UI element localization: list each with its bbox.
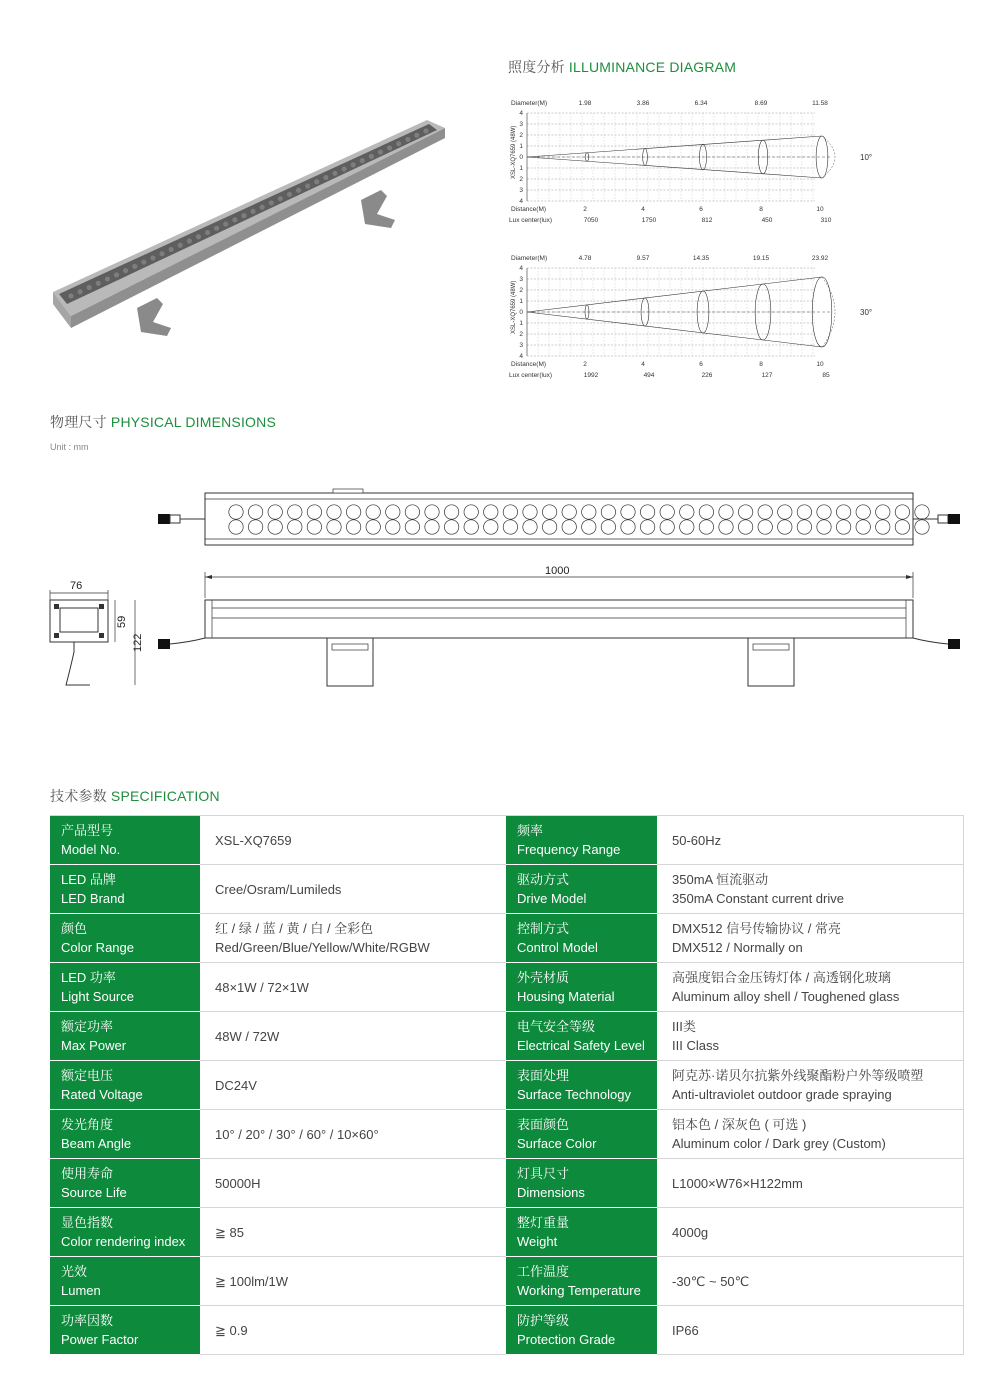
distance-value: 10: [816, 361, 824, 368]
beam-angle-label: 30°: [860, 308, 873, 317]
diameter-value: 19.15: [752, 255, 770, 262]
table-row: [50, 1061, 963, 1110]
lux-label: Lux center(lux): [509, 217, 552, 224]
spec-key-line2: Light Source: [61, 989, 134, 1004]
y-tick: 4: [519, 110, 523, 117]
diameter-value: 14.35: [692, 255, 710, 262]
spec-value: [200, 1208, 506, 1257]
lux-label: Lux center(lux): [509, 372, 552, 379]
spec-key-line2: Control Model: [517, 940, 598, 955]
spec-key-line2: Lumen: [61, 1283, 101, 1298]
spec-table: [50, 815, 964, 1355]
spec-key-line2: Protection Grade: [517, 1332, 616, 1347]
spec-key: [506, 1061, 657, 1110]
dimension-drawing: [40, 480, 980, 700]
diagram-side-label: XSL-XQ7659 (48W): [511, 125, 517, 179]
spec-key: [50, 1110, 200, 1159]
spec-key-line1: 频率: [517, 823, 544, 838]
y-tick: 1: [519, 320, 523, 327]
y-tick: 1: [519, 298, 523, 305]
spec-key: [506, 914, 657, 963]
spec-value-line1: 10° / 20° / 30° / 60° / 10×60°: [215, 1126, 379, 1142]
spec-key-line2: Model No.: [61, 842, 121, 857]
spec-key-line1: 使用寿命: [61, 1166, 114, 1181]
spec-value: [200, 1012, 506, 1061]
table-row: [50, 963, 963, 1012]
spec-key: [50, 1159, 200, 1208]
spec-value-line2: III Class: [672, 1038, 719, 1053]
y-tick: 3: [519, 276, 523, 283]
spec-value: [657, 1208, 963, 1257]
spec-key: [50, 1061, 200, 1110]
spec-key: [506, 1306, 657, 1355]
spec-key-line1: 光效: [61, 1264, 88, 1279]
spec-key-line1: 控制方式: [517, 921, 570, 936]
spec-key: [506, 1110, 657, 1159]
table-row: [50, 1159, 963, 1208]
spec-key-line1: 防护等级: [517, 1313, 570, 1328]
spec-key-line2: Surface Color: [517, 1136, 597, 1151]
table-row: [50, 1012, 963, 1061]
spec-value-line2: 350mA Constant current drive: [672, 891, 844, 906]
spec-key: [506, 1159, 657, 1208]
spec-key: [50, 1208, 200, 1257]
specification-title: [50, 786, 220, 806]
spec-key-line1: 功率因数: [61, 1313, 114, 1328]
spec-key-line1: 整灯重量: [517, 1215, 570, 1230]
y-tick: 2: [519, 176, 523, 183]
spec-key: [50, 1012, 200, 1061]
spec-value: [657, 1257, 963, 1306]
dim-length: 1000: [545, 565, 570, 577]
distance-value: 2: [583, 206, 587, 213]
spec-value-line1: 50000H: [215, 1175, 261, 1191]
spec-key-line2: Electrical Safety Level: [517, 1038, 645, 1053]
spec-value: [657, 963, 963, 1012]
distance-value: 6: [699, 361, 703, 368]
spec-value: [657, 816, 963, 865]
table-row: [50, 1257, 963, 1306]
diameter-value: 11.58: [812, 100, 828, 107]
spec-value-line1: 高强度铝合金压铸灯体 / 高透钢化玻璃: [672, 970, 891, 985]
spec-key-line2: Working Temperature: [517, 1283, 641, 1298]
diameter-label: Diameter(M): [511, 255, 548, 262]
spec-value-line1: ≧ 0.9: [215, 1322, 248, 1338]
table-row: [50, 1208, 963, 1257]
spec-key-line2: Surface Technology: [517, 1087, 631, 1102]
lux-value: 494: [643, 372, 655, 379]
y-tick: 2: [519, 331, 523, 338]
end-view: [50, 580, 144, 685]
distance-value: 10: [816, 206, 824, 213]
spec-key-line1: 驱动方式: [517, 872, 570, 887]
spec-key-line1: 额定功率: [61, 1019, 114, 1034]
illuminance-title-en: ILLUMINANCE DIAGRAM: [568, 59, 737, 75]
diameter-value: 4.78: [578, 255, 592, 262]
dimensions-unit: Unit : mm: [50, 442, 89, 452]
distance-value: 2: [583, 361, 587, 368]
y-tick: 3: [519, 187, 523, 194]
spec-key: [506, 963, 657, 1012]
spec-key-line2: Weight: [517, 1234, 558, 1249]
spec-key-line2: Rated Voltage: [61, 1087, 143, 1102]
spec-value-line2: Aluminum color / Dark grey (Custom): [672, 1136, 886, 1151]
spec-value: [657, 1110, 963, 1159]
y-tick: 3: [519, 121, 523, 128]
distance-label: Distance(M): [511, 361, 547, 368]
spec-key-line1: LED 功率: [61, 970, 116, 985]
spec-key-line2: Beam Angle: [61, 1136, 132, 1151]
spec-key-line1: 产品型号: [61, 823, 114, 838]
distance-value: 8: [759, 361, 763, 368]
spec-value-line1: L1000×W76×H122mm: [672, 1175, 803, 1191]
spec-key-line2: Max Power: [61, 1038, 127, 1053]
side-view: [158, 600, 960, 686]
spec-value: [200, 1257, 506, 1306]
spec-value-line1: 4000g: [672, 1224, 709, 1240]
lux-value: 1992: [583, 372, 599, 379]
spec-value-line1: ≧ 100lm/1W: [215, 1273, 289, 1289]
spec-value: [657, 914, 963, 963]
lux-value: 85: [822, 372, 830, 379]
spec-key: [506, 1012, 657, 1061]
spec-value-line1: Cree/Osram/Lumileds: [215, 881, 342, 897]
lux-value: 1750: [641, 217, 657, 224]
dim-height-total: 122: [132, 633, 144, 652]
lux-value: 7050: [583, 217, 599, 224]
spec-key-line2: Housing Material: [517, 989, 615, 1004]
spec-value-line1: DMX512 信号传输协议 / 常亮: [672, 921, 842, 936]
diameter-value: 9.57: [636, 255, 650, 262]
diameter-value: 1.98: [578, 100, 592, 107]
spec-key: [50, 1306, 200, 1355]
spec-key-line2: Source Life: [61, 1185, 127, 1200]
spec-value: [200, 1159, 506, 1208]
table-row: [50, 816, 963, 865]
spec-key-line1: 灯具尺寸: [517, 1166, 570, 1181]
spec-key-line1: 表面处理: [517, 1068, 570, 1083]
distance-label: Distance(M): [511, 206, 547, 213]
spec-value: [657, 1306, 963, 1355]
spec-value-line1: DC24V: [215, 1077, 257, 1093]
table-row: [50, 1110, 963, 1159]
spec-value: [200, 865, 506, 914]
spec-value-line1: -30℃ ~ 50℃: [672, 1273, 750, 1289]
spec-key: [50, 963, 200, 1012]
illuminance-title-cn: 照度分析: [508, 59, 565, 75]
lux-value: 450: [761, 217, 773, 224]
spec-key: [50, 914, 200, 963]
spec-value-line1: 50-60Hz: [672, 832, 722, 848]
spec-value: [657, 1159, 963, 1208]
spec-value-line1: IP66: [672, 1322, 699, 1338]
spec-key: [506, 865, 657, 914]
spec-value: [657, 1012, 963, 1061]
illuminance-diagrams: [505, 95, 895, 395]
spec-key: [50, 816, 200, 865]
spec-value: [200, 1306, 506, 1355]
spec-value-line1: 48W / 72W: [215, 1028, 280, 1044]
spec-key-line1: 额定电压: [61, 1068, 114, 1083]
table-row: [50, 865, 963, 914]
dimensions-title-cn: 物理尺寸: [50, 414, 107, 430]
dim-width: 76: [70, 580, 83, 592]
y-tick: 4: [519, 198, 523, 205]
beam-angle-label: 10°: [860, 153, 873, 162]
spec-key: [50, 865, 200, 914]
lux-value: 127: [761, 372, 773, 379]
distance-value: 4: [641, 361, 645, 368]
dim-height-body: 59: [116, 615, 128, 628]
spec-key-line2: Color rendering index: [61, 1234, 186, 1249]
specification-title-en: SPECIFICATION: [110, 788, 220, 804]
spec-value-line2: DMX512 / Normally on: [672, 940, 803, 955]
spec-value-line2: Anti-ultraviolet outdoor grade spraying: [672, 1087, 892, 1102]
spec-key: [50, 1257, 200, 1306]
y-tick: 0: [519, 154, 523, 161]
distance-value: 6: [699, 206, 703, 213]
diameter-value: 3.86: [636, 100, 650, 107]
distance-value: 8: [759, 206, 763, 213]
spec-value-line2: Red/Green/Blue/Yellow/White/RGBW: [215, 940, 430, 955]
product-image: [45, 110, 455, 340]
y-tick: 4: [519, 353, 523, 360]
spec-key-line1: 表面颜色: [517, 1117, 570, 1132]
spec-key-line1: 工作温度: [517, 1264, 570, 1279]
table-row: [50, 914, 963, 963]
spec-key: [506, 1208, 657, 1257]
y-tick: 3: [519, 342, 523, 349]
y-tick: 1: [519, 165, 523, 172]
spec-value: [200, 914, 506, 963]
spec-key-line2: LED Brand: [61, 891, 125, 906]
y-tick: 0: [519, 309, 523, 316]
diameter-value: 23.92: [811, 255, 829, 262]
spec-key-line1: 电气安全等级: [517, 1019, 596, 1034]
spec-value-line1: XSL-XQ7659: [215, 832, 292, 848]
specification-title-cn: 技术参数: [50, 788, 107, 804]
dimensions-title-en: PHYSICAL DIMENSIONS: [110, 414, 277, 430]
diagram-side-label: XSL-XQ7659 (48W): [511, 280, 517, 334]
lux-value: 226: [701, 372, 713, 379]
spec-value: [200, 1110, 506, 1159]
illuminance-title: [508, 57, 736, 77]
distance-value: 4: [641, 206, 645, 213]
spec-key-line1: 颜色: [61, 921, 88, 936]
spec-key-line2: Color Range: [61, 940, 134, 955]
spec-key-line1: 外壳材质: [517, 970, 570, 985]
spec-key-line1: 显色指数: [61, 1215, 114, 1230]
spec-value-line1: ≧ 85: [215, 1224, 244, 1240]
spec-value-line1: 48×1W / 72×1W: [215, 979, 309, 995]
y-tick: 1: [519, 143, 523, 150]
spec-value: [657, 865, 963, 914]
spec-value: [657, 1061, 963, 1110]
top-view: [158, 489, 960, 545]
diameter-value: 8.69: [754, 100, 768, 107]
spec-key-line1: 发光角度: [61, 1117, 114, 1132]
spec-value: [200, 816, 506, 865]
y-tick: 4: [519, 265, 523, 272]
spec-value-line1: 阿克苏·诺贝尔抗紫外线聚酯粉户外等级喷塑: [672, 1068, 924, 1083]
spec-value-line1: 红 / 绿 / 蓝 / 黄 / 白 / 全彩色: [215, 921, 374, 936]
spec-key-line2: Dimensions: [517, 1185, 585, 1200]
spec-key-line2: Frequency Range: [517, 842, 621, 857]
spec-value-line1: III类: [672, 1019, 696, 1034]
spec-value: [200, 963, 506, 1012]
spec-value-line2: Aluminum alloy shell / Toughened glass: [672, 989, 900, 1004]
spec-key-line2: Power Factor: [61, 1332, 139, 1347]
lux-value: 812: [701, 217, 713, 224]
spec-key: [506, 816, 657, 865]
spec-value-line1: 铝本色 / 深灰色 ( 可选 ): [672, 1117, 807, 1132]
lux-value: 310: [820, 217, 832, 224]
spec-key-line1: LED 品牌: [61, 872, 116, 887]
diameter-value: 6.34: [694, 100, 708, 107]
diameter-label: Diameter(M): [511, 100, 548, 107]
dimensions-title: [50, 412, 276, 432]
y-tick: 2: [519, 287, 523, 294]
spec-key: [506, 1257, 657, 1306]
y-tick: 2: [519, 132, 523, 139]
spec-key-line2: Drive Model: [517, 891, 587, 906]
spec-value-line1: 350mA 恒流驱动: [672, 872, 769, 887]
spec-value: [200, 1061, 506, 1110]
table-row: [50, 1306, 963, 1355]
